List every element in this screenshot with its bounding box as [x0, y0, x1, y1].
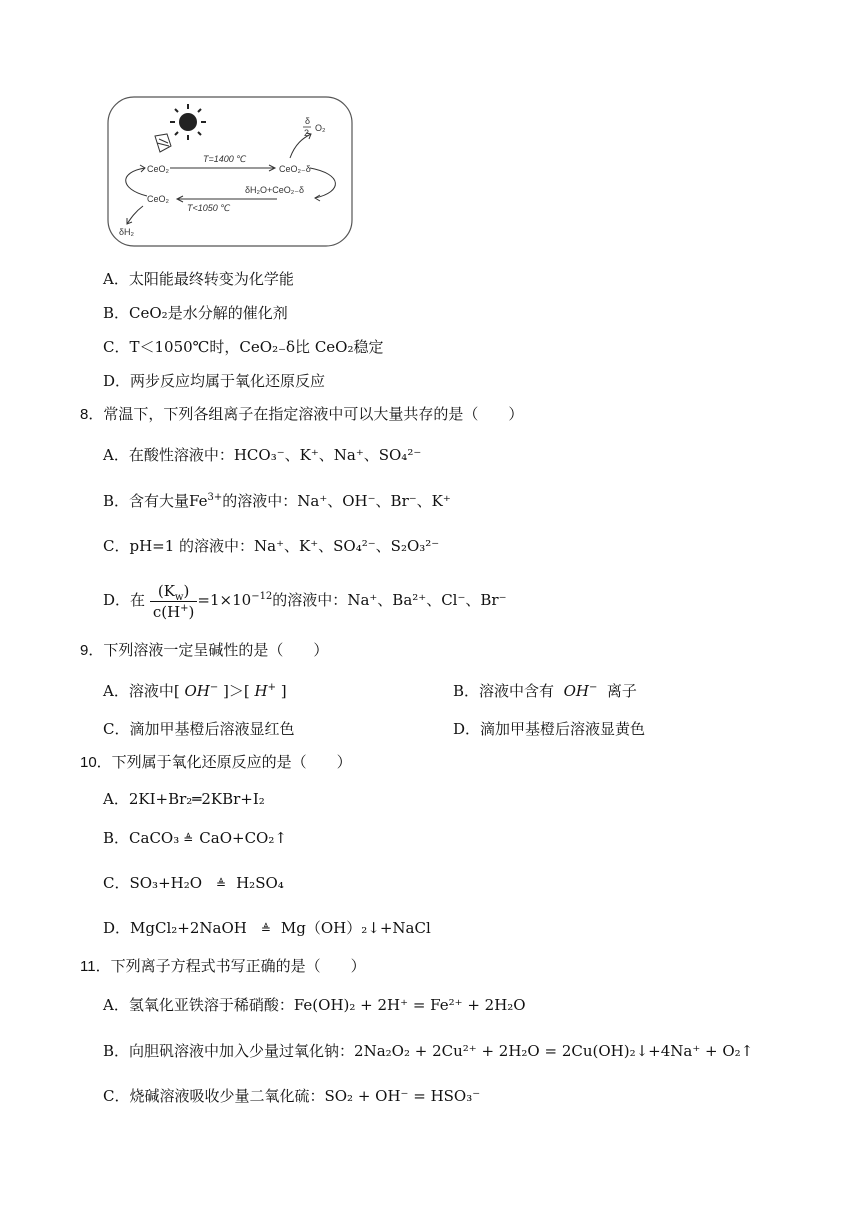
q8-b-mid: 的溶液中：: [222, 492, 298, 510]
q8-stem: 8．常温下，下列各组离子在指定溶液中可以大量共存的是（ ）: [80, 406, 524, 423]
q9-option-a: A．溶液中[ OH− ]＞[ H+ ]: [103, 682, 287, 700]
water-ceo2-label: δH₂O+CeO₂₋δ: [245, 185, 305, 195]
q10-d-right: Mg（OH）₂↓+NaCl: [280, 919, 431, 937]
q9-a-oh: OH−: [184, 682, 219, 700]
q7-option-a: A．太阳能最终转变为化学能: [103, 270, 294, 288]
q11-c-prefix: C．烧碱溶液吸收少量二氧化硫：: [103, 1087, 325, 1105]
h2-label: δH₂: [119, 227, 135, 237]
q10-d-left: D．MgCl₂+2NaOH: [103, 919, 247, 937]
q9-stem: 9．下列溶液一定呈碱性的是（ ）: [80, 642, 329, 659]
kw-over-h-fraction: $\frac{(K_w)}{c(H^+)}$: [150, 581, 198, 622]
temp-low-label: T<1050 ℃: [187, 203, 231, 213]
q10-option-a: A．2KI+Br₂═2KBr+I₂: [103, 790, 265, 808]
q8-c-ions: Na⁺、K⁺、SO₄²⁻、S₂O₃²⁻: [254, 537, 440, 555]
q9-option-d: D．滴加甲基橙后溶液显黄色: [453, 720, 646, 738]
q8-option-a: [103, 444, 421, 466]
q8-option-c: [103, 535, 439, 557]
q8-d-prefix: D．在: [103, 591, 146, 609]
q9-a-h: H+: [254, 682, 277, 700]
q9-b-suffix: 离子: [606, 682, 637, 700]
q9-a-mid: ]＞[: [223, 682, 250, 700]
ceo2-cycle-diagram: [105, 94, 355, 249]
q9-option-b: [453, 680, 637, 702]
q8-a-prefix: A．在酸性溶液中：: [103, 446, 234, 464]
temp-high-label: T=1400 ℃: [203, 154, 247, 164]
q8-d-value: $=1\times 10^{-12}$: [197, 591, 273, 609]
q10-option-b: [103, 827, 287, 850]
q11-option-a: [103, 994, 526, 1016]
ceo2-bottom-label: CeO₂: [147, 194, 169, 204]
sun-icon: [170, 104, 206, 140]
q11-a-eq: Fe(OH)₂ + 2H⁺ = Fe²⁺ + 2H₂O: [293, 996, 526, 1014]
q10-b-arrow: ≜: [183, 832, 194, 846]
q9-a-prefix: A．溶液中[: [103, 682, 180, 700]
q10-c-right: H₂SO₄: [236, 874, 284, 892]
q7-option-d: D．两步反应均属于氧化还原反应: [103, 372, 326, 390]
q8-d-suffix: 的溶液中：: [272, 591, 348, 609]
q8-b-prefix: B．含有大量: [103, 492, 190, 510]
q10-b-right: CaO+CO₂↑: [199, 829, 287, 847]
o2-coef-den: 2: [304, 128, 310, 138]
solar-collector-icon: [155, 134, 171, 152]
q8-option-d: [103, 580, 507, 622]
q10-c-arrow: ≜: [216, 877, 227, 891]
q11-c-eq: SO₂ + OH⁻ = HSO₃⁻: [324, 1087, 481, 1105]
q9-b-prefix: B．溶液中含有: [453, 682, 555, 700]
o2-species: O₂: [315, 123, 326, 133]
q9-b-oh: OH−: [563, 682, 598, 700]
q8-a-ions: HCO₃⁻、K⁺、Na⁺、SO₄²⁻: [233, 446, 422, 464]
q10-stem: 10．下列属于氧化还原反应的是（ ）: [80, 754, 352, 771]
q11-b-prefix: B．向胆矾溶液中加入少量过氧化钠：: [103, 1042, 355, 1060]
q8-b-fe3: $Fe^{3+}$: [189, 492, 223, 510]
q10-d-arrow: ≜: [260, 922, 271, 936]
q8-d-ions: Na⁺、Ba²⁺、Cl⁻、Br⁻: [347, 591, 507, 609]
q11-stem: 11．下列离子方程式书写正确的是（ ）: [80, 958, 366, 975]
q11-option-b: [103, 1040, 753, 1062]
ceo2-delta-label: CeO₂₋δ: [279, 164, 311, 174]
q11-a-prefix: A．氢氧化亚铁溶于稀硝酸：: [103, 996, 294, 1014]
q7-option-b: B．CeO₂是水分解的催化剂: [103, 304, 288, 322]
q10-option-d: [103, 917, 431, 940]
q8-c-prefix: C．pH=1 的溶液中：: [103, 537, 255, 555]
q10-b-left: B．CaCO₃: [103, 829, 180, 847]
q7-option-c: C．T＜1050℃时，CeO₂₋δ比 CeO₂稳定: [103, 338, 384, 356]
q10-option-c: [103, 872, 284, 895]
q11-option-c: [103, 1085, 480, 1107]
o2-coef-num: δ: [305, 116, 311, 126]
ceo2-top-label: CeO₂: [147, 164, 169, 174]
q9-option-c: C．滴加甲基橙后溶液显红色: [103, 720, 295, 738]
q11-b-eq: 2Na₂O₂ + 2Cu²⁺ + 2H₂O = 2Cu(OH)₂↓+4Na⁺ + O₂↑: [354, 1042, 754, 1060]
q8-b-ions: Na⁺、OH⁻、Br⁻、K⁺: [297, 492, 451, 510]
q10-c-left: C．SO₃+H₂O: [103, 874, 203, 892]
q8-option-b: [103, 490, 451, 512]
